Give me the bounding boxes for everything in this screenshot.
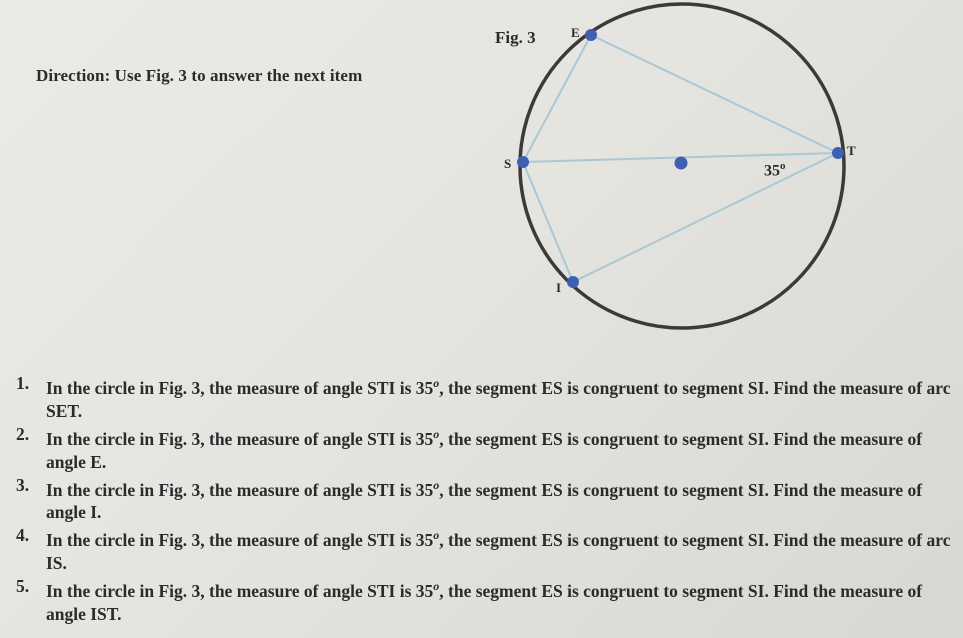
point-E bbox=[585, 29, 597, 41]
question-5 bbox=[16, 575, 951, 626]
question-text: In the circle in Fig. 3, the measure of angle STI is 35$^o$, the segment ES is congruent to segment SI. Find the measure of angle IST. bbox=[46, 579, 923, 625]
angle-label: 35$^o$ bbox=[764, 160, 786, 180]
question-number: 1. bbox=[16, 373, 30, 393]
label-I: I bbox=[556, 280, 562, 295]
question-4 bbox=[16, 524, 951, 575]
question-text: In the circle in Fig. 3, the measure of angle STI is 35$^o$, the segment ES is congruent to segment SI. Find the measure of arc IS. bbox=[46, 528, 951, 574]
center-point bbox=[675, 157, 688, 170]
direction-text: Direction: Use Fig. 3 to answer the next item bbox=[36, 66, 363, 85]
segment-TI bbox=[573, 153, 838, 282]
question-number: 4. bbox=[16, 525, 30, 546]
label-T: T bbox=[847, 143, 856, 158]
label-E: E bbox=[571, 25, 580, 40]
label-S: S bbox=[504, 156, 512, 171]
question-number: 2. bbox=[16, 423, 30, 444]
question-text: In the circle in Fig. 3, the measure of angle STI is 35$^o$, the segment ES is congruent to segment SI. Find the measure of angle E. bbox=[46, 426, 923, 472]
question-text: In the circle in Fig. 3, the measure of angle STI is 35$^o$, the segment ES is congruent to segment SI. Find the measure of angle I. bbox=[46, 477, 923, 523]
question-number: 5. bbox=[16, 576, 30, 597]
question-text: In the circle in Fig. 3, the measure of angle STI is 35$^o$, the segment ES is congruent to segment SI. Find the measure of arc SET. bbox=[46, 376, 951, 421]
point-I bbox=[567, 276, 579, 288]
question-2 bbox=[16, 423, 951, 474]
question-3 bbox=[16, 474, 951, 525]
question-list bbox=[16, 372, 951, 626]
question-number: 3. bbox=[16, 474, 30, 495]
point-S bbox=[517, 156, 529, 168]
figure-title: Fig. 3 bbox=[495, 28, 536, 47]
segment-ET bbox=[591, 35, 838, 153]
point-T bbox=[832, 147, 844, 159]
question-1 bbox=[16, 372, 951, 423]
